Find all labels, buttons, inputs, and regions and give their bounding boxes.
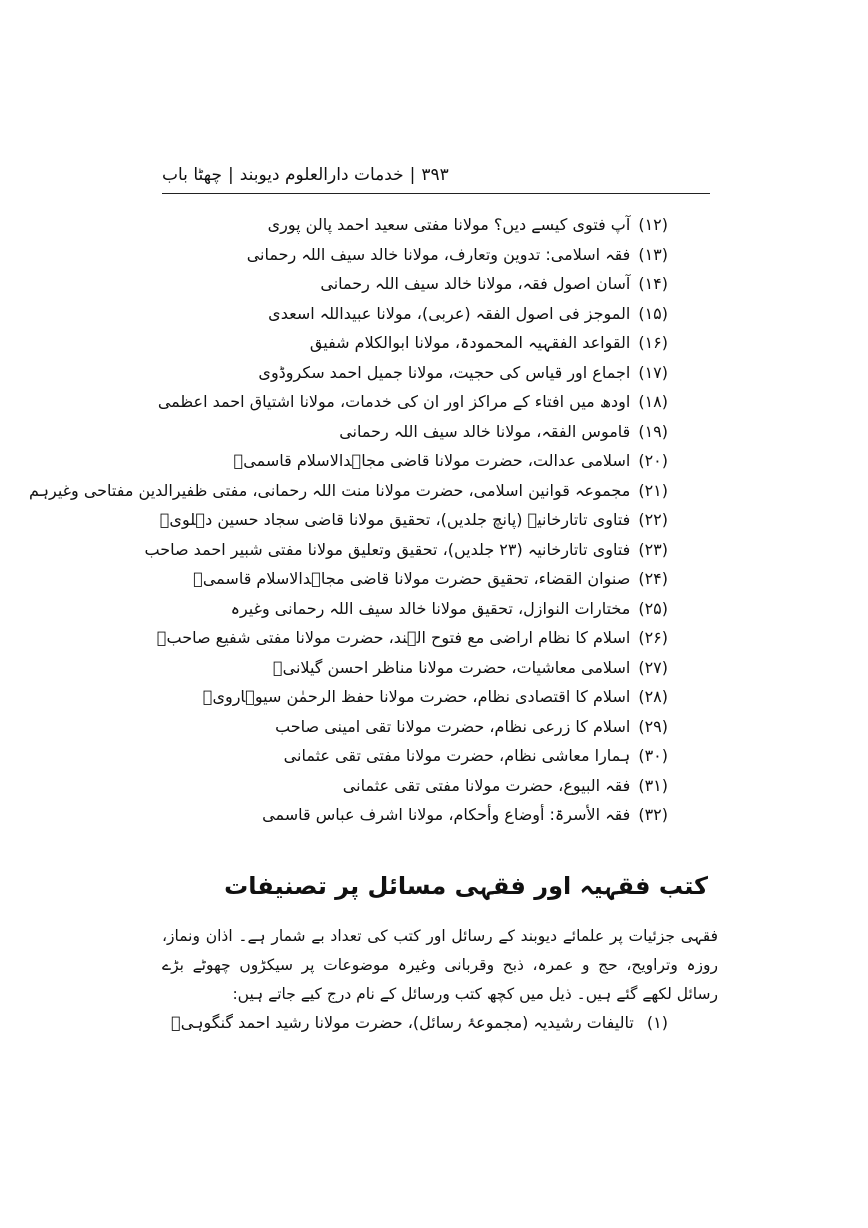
list-item [148, 240, 668, 270]
list-item [148, 417, 668, 447]
list-item [148, 623, 668, 653]
item-number: (۲۸) [638, 687, 668, 706]
item-text: مختارات النوازل، تحقیق مولانا خالد سیف اللہ رحمانی وغیرہ [230, 598, 631, 618]
list-item [144, 535, 668, 565]
list-item [148, 741, 668, 771]
item-text: اسلام کا اقتصادی نظام، حضرت مولانا حفظ الرحمٰن سیوہارویؒ [202, 687, 631, 706]
list-item [148, 712, 668, 742]
item-number: (۲۷) [638, 657, 668, 677]
item-text: اسلامی عدالت، حضرت مولانا قاضی مجاہدالاسلام قاسمیؒ [233, 451, 631, 470]
item-text: فقہ الأسرۃ: أوضاع وأحکام، مولانا اشرف عباس قاسمی [262, 805, 631, 824]
list-item [148, 358, 668, 388]
list-item [148, 328, 668, 358]
list-item [148, 269, 668, 299]
list-item [148, 387, 668, 417]
item-number: (۱۷) [638, 362, 668, 382]
item-number: (۱۵) [638, 303, 668, 323]
item-text: فتاوی تاتارخانیہ (پانچ جلدیں)، تحقیق مولانا قاضی سجاد حسین دہلویؒ [159, 510, 631, 529]
list-item [148, 505, 668, 535]
list-item [148, 564, 668, 594]
list-item [148, 594, 668, 624]
chapter-label: چھٹا باب [162, 165, 222, 185]
page-number: ۳۹۳ [421, 165, 449, 185]
item-number: (۲۳) [638, 539, 668, 559]
item-number: (۲۶) [638, 628, 668, 647]
item-text: اسلام کا نظام اراضی مع فتوح الہند، حضرت مولانا مفتی شفیع صاحبؒ [156, 628, 631, 647]
item-text: تالیفات رشیدیہ (مجموعۂ رسائل)، حضرت مولانا رشید احمد گنگوہیؒ [171, 1013, 634, 1032]
item-number: (۳۰) [638, 746, 668, 765]
item-text: القواعد الفقہیہ المحمودۃ، مولانا ابوالکلام شفیق [309, 333, 631, 352]
list-item [148, 446, 668, 476]
running-header [162, 160, 710, 190]
item-number: (۱۴) [638, 274, 668, 293]
item-text: مجموعہ قوانین اسلامی، حضرت مولانا منت اللہ رحمانی، مفتی ظفیرالدین مفتاحی وغیرہم [28, 480, 631, 500]
item-number: (۲۵) [638, 598, 668, 618]
item-text: فتاوی تاتارخانیہ (۲۳ جلدیں)، تحقیق وتعلیق مولانا مفتی شبیر احمد صاحب [144, 539, 631, 559]
item-number: (۲۲) [638, 510, 668, 529]
list-item [148, 1013, 668, 1032]
item-number: (۱) [646, 1013, 668, 1032]
list-item [148, 682, 668, 712]
item-number: (۳۲) [638, 805, 668, 824]
item-text: فقہ اسلامی: تدوین وتعارف، مولانا خالد سیف اللہ رحمانی [246, 244, 631, 264]
item-text: قاموس الفقہ، مولانا خالد سیف اللہ رحمانی [339, 421, 631, 441]
section-heading: کتب فقہیہ اور فقہی مسائل پر تصنیفات [224, 872, 708, 900]
item-number: (۲۹) [638, 716, 668, 736]
book-list [28, 210, 668, 830]
item-text: ہمارا معاشی نظام، حضرت مولانا مفتی تقی عثمانی [283, 746, 631, 765]
item-number: (۲۱) [638, 480, 668, 500]
item-number: (۲۴) [638, 569, 668, 588]
item-text: الموجز فی اصول الفقہ (عربی)، مولانا عبیداللہ اسعدی [268, 303, 631, 323]
header-separator: | [409, 165, 416, 185]
list-item [148, 771, 668, 801]
item-text: آسان اصول فقہ، مولانا خالد سیف اللہ رحمانی [320, 274, 631, 293]
item-number: (۱۹) [638, 421, 668, 441]
item-number: (۱۲) [638, 215, 668, 234]
item-text: آپ فتوی کیسے دیں؟ مولانا مفتی سعید احمد پالن پوری [267, 215, 631, 234]
item-number: (۱۶) [638, 333, 668, 352]
list-item [148, 210, 668, 240]
section-label: خدمات دارالعلوم دیوبند [239, 165, 404, 185]
intro-paragraph: فقہی جزئیات پر علمائے دیوبند کے رسائل اور کتب کی تعداد بے شمار ہے۔ اذان ونماز، روزہ وتراویح، حج و عمرہ، ذبح وقربانی وغیرہ موضوعات پر سیکڑوں چھوٹے بڑے رسائل لکھے گئے ہیں۔ ذیل میں کچھ کتب ورسائل کے نام درج کیے جاتے ہیں: [162, 927, 718, 1003]
item-text: اجماع اور قیاس کی حجیت، مولانا جمیل احمد سکروڈوی [258, 362, 631, 382]
list-item [28, 476, 668, 506]
list-item [148, 653, 668, 683]
item-text: اودھ میں افتاء کے مراکز اور ان کی خدمات، مولانا اشتیاق احمد اعظمی [157, 392, 631, 411]
item-text: اسلامی معاشیات، حضرت مولانا مناظر احسن گیلانیؒ [273, 657, 631, 677]
item-text: صنوان القضاء، تحقیق حضرت مولانا قاضی مجاہدالاسلام قاسمیؒ [193, 569, 631, 588]
item-number: (۳۱) [638, 775, 668, 795]
item-number: (۱۸) [638, 392, 668, 411]
item-number: (۱۳) [638, 244, 668, 264]
header-rule [162, 193, 710, 194]
item-text: فقہ البیوع، حضرت مولانا مفتی تقی عثمانی [342, 775, 631, 795]
list-item [148, 299, 668, 329]
header-separator: | [227, 165, 234, 185]
list-item [148, 800, 668, 830]
item-number: (۲۰) [638, 451, 668, 470]
item-text: اسلام کا زرعی نظام، حضرت مولانا تقی امینی صاحب [275, 716, 631, 736]
